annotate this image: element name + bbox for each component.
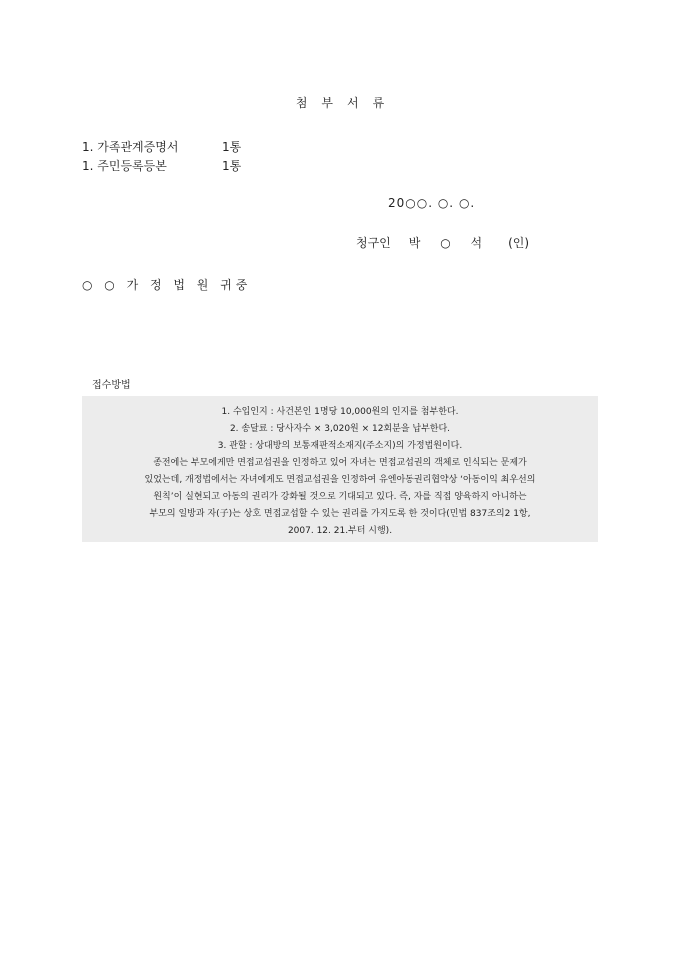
attachment-row xyxy=(82,138,241,155)
filing-line: 3. 관할 : 상대방의 보통재판적소재지(주소지)의 가정법원이다. xyxy=(217,441,463,451)
attachment-count: 1통 xyxy=(222,159,242,173)
filing-line: 있었는데, 개정법에서는 자녀에게도 면접교섭권을 인정하여 유엔아동권리협약상 ‘아동이익 최우선의 xyxy=(144,475,536,485)
court-addressee: ○ ○ 가 정 법 원 귀중 xyxy=(82,278,252,292)
attachment-name: 1. 주민등록등본 xyxy=(82,159,167,173)
attachment-name: 1. 가족관계증명서 xyxy=(82,140,179,154)
claimant-label: 청구인 xyxy=(356,236,391,250)
claimant-signature-line xyxy=(356,234,529,251)
filing-line: 원칙’이 실현되고 아동의 권리가 강화될 것으로 기대되고 있다. 즉, 자를 직접 양육하지 아니하는 xyxy=(153,492,527,502)
filing-line: 종전에는 부모에게만 면접교섭권을 인정하고 있어 자녀는 면접교섭권의 객체로 인식되는 문제가 xyxy=(153,458,527,468)
filing-method-label: 접수방법 xyxy=(92,380,131,391)
document-title: 첨부서류 xyxy=(295,96,399,110)
filing-line: 1. 수입인지 : 사건본인 1명당 10,000원의 인지를 첨부한다. xyxy=(221,407,459,417)
filing-method-box xyxy=(82,396,598,542)
filing-line: 2. 송달료 : 당사자수 × 3,020원 × 12회분을 납부한다. xyxy=(229,424,451,434)
filing-date: 20○○. ○. ○. xyxy=(388,196,476,210)
seal-mark: (인) xyxy=(508,236,530,250)
filing-line: 부모의 일방과 자(子)는 상호 면접교섭할 수 있는 권리를 가지도록 한 것이다(민법 837조의2 1항, xyxy=(149,509,531,519)
attachment-count: 1통 xyxy=(222,140,242,154)
filing-line: 2007. 12. 21.부터 시행). xyxy=(287,526,393,536)
attachment-row xyxy=(82,157,241,174)
claimant-name: 박 ○ 석 xyxy=(408,236,491,250)
